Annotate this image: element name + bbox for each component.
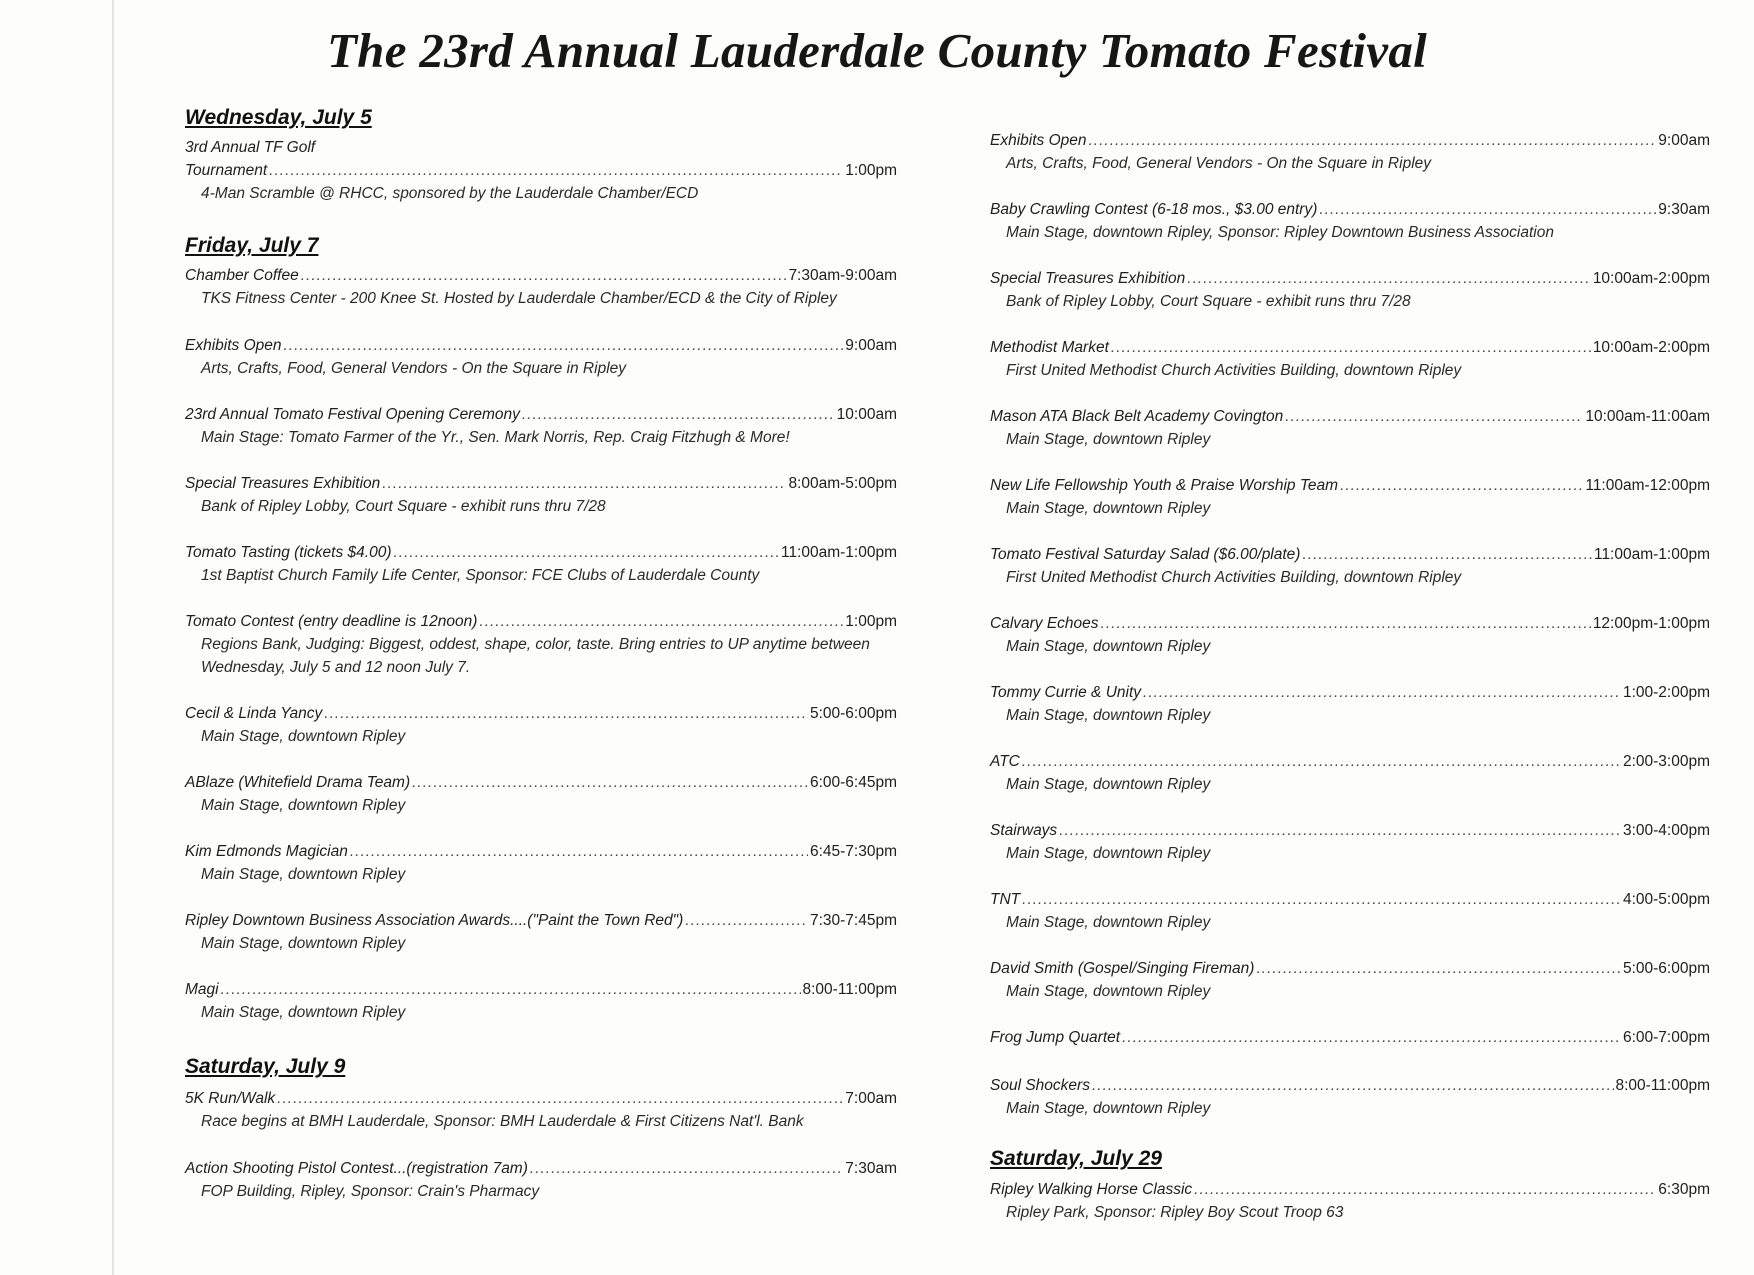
leader-dots — [1122, 1026, 1621, 1049]
event-name: Ripley Walking Horse Classic — [990, 1181, 1193, 1198]
leader-dots — [1340, 474, 1583, 497]
event-name: Exhibits Open — [185, 337, 282, 354]
event-time: 6:00-6:45pm — [809, 774, 897, 791]
event-detail: FOP Building, Ripley, Sponsor: Crain's Pharmacy — [201, 1183, 540, 1200]
leader-dots — [1022, 750, 1621, 773]
event-methodist-market — [990, 336, 1710, 382]
event-name: Ripley Downtown Business Association Awards....("Paint the Town Red") — [185, 912, 684, 929]
event-name: Baby Crawling Contest (6-18 mos., $3.00 entry) — [990, 201, 1318, 218]
event-time: 6:45-7:30pm — [809, 843, 897, 860]
event-detail: Main Stage, downtown Ripley — [1006, 707, 1211, 724]
event-cecil-linda-yancy — [185, 702, 897, 748]
event-time: 11:00am-1:00pm — [1593, 546, 1710, 563]
event-golf-tournament — [185, 136, 897, 205]
event-soul-shockers — [990, 1074, 1710, 1120]
event-name: Chamber Coffee — [185, 267, 299, 284]
event-time: 8:00-11:00pm — [802, 981, 897, 998]
leader-dots — [1302, 543, 1592, 566]
event-special-treasures — [185, 472, 897, 518]
event-time: 10:00am-2:00pm — [1592, 270, 1710, 287]
event-detail: Main Stage, downtown Ripley — [1006, 983, 1211, 1000]
leader-dots — [277, 1087, 843, 1110]
event-name: 5K Run/Walk — [185, 1090, 276, 1107]
event-detail: First United Methodist Church Activities Building, downtown Ripley — [1006, 362, 1462, 379]
event-time: 10:00am-11:00am — [1585, 408, 1710, 425]
event-detail: Bank of Ripley Lobby, Court Square - exhibit runs thru 7/28 — [1006, 293, 1411, 310]
event-time: 6:30pm — [1658, 1181, 1710, 1198]
event-detail: Main Stage, downtown Ripley — [1006, 638, 1211, 655]
event-detail: Main Stage, downtown Ripley — [201, 866, 406, 883]
leader-dots — [522, 403, 835, 426]
leader-dots — [1187, 267, 1591, 290]
event-detail: 4-Man Scramble @ RHCC, sponsored by the Lauderdale Chamber/ECD — [201, 185, 699, 202]
event-name: Tournament — [185, 162, 268, 179]
leader-dots — [269, 159, 843, 182]
event-detail: Main Stage, downtown Ripley — [201, 797, 406, 814]
event-special-treasures-sat — [990, 267, 1710, 313]
event-detail: Main Stage, downtown Ripley — [1006, 914, 1211, 931]
event-time: 9:30am — [1658, 201, 1710, 218]
page-edge — [112, 0, 114, 1275]
event-name: David Smith (Gospel/Singing Fireman) — [990, 960, 1255, 977]
event-tnt — [990, 888, 1710, 934]
event-time: 1:00pm — [845, 162, 897, 179]
leader-dots — [479, 610, 843, 633]
leader-dots — [350, 840, 808, 863]
event-atc — [990, 750, 1710, 796]
event-detail: Regions Bank, Judging: Biggest, oddest, shape, color, taste. Bring entries to UP anytime between — [201, 636, 870, 653]
event-baby-crawling — [990, 198, 1710, 244]
event-pre: 3rd Annual TF Golf — [185, 139, 316, 156]
event-detail: Main Stage, downtown Ripley — [1006, 776, 1211, 793]
event-new-life-fellowship — [990, 474, 1710, 520]
event-walking-horse-classic — [990, 1178, 1710, 1224]
event-name: ABlaze (Whitefield Drama Team) — [185, 774, 411, 791]
event-action-shooting — [185, 1157, 897, 1203]
event-name: Tomato Festival Saturday Salad ($6.00/plate) — [990, 546, 1301, 563]
event-time: 8:00am-5:00pm — [788, 475, 897, 492]
event-detail: First United Methodist Church Activities Building, downtown Ripley — [1006, 569, 1462, 586]
leader-dots — [382, 472, 786, 495]
event-detail: Main Stage, downtown Ripley — [201, 935, 406, 952]
event-name: Special Treasures Exhibition — [990, 270, 1186, 287]
event-time: 8:00-11:00pm — [1615, 1077, 1710, 1094]
leader-dots — [1111, 336, 1591, 359]
event-tommy-currie — [990, 681, 1710, 727]
event-5k-run-walk — [185, 1087, 897, 1133]
event-kim-edmonds — [185, 840, 897, 886]
event-detail: Race begins at BMH Lauderdale, Sponsor: BMH Lauderdale & First Citizens Nat'l. Bank — [201, 1113, 804, 1130]
event-name: Frog Jump Quartet — [990, 1029, 1121, 1046]
event-detail: 1st Baptist Church Family Life Center, Sponsor: FCE Clubs of Lauderdale County — [201, 567, 760, 584]
event-name: Special Treasures Exhibition — [185, 475, 381, 492]
event-rdba-awards — [185, 909, 897, 955]
event-time: 6:00-7:00pm — [1622, 1029, 1710, 1046]
leader-dots — [530, 1157, 843, 1180]
event-magi — [185, 978, 897, 1024]
event-name: ATC — [990, 753, 1020, 770]
event-name: Action Shooting Pistol Contest...(registration 7am) — [185, 1160, 528, 1177]
leader-dots — [412, 771, 808, 794]
event-detail: Main Stage, downtown Ripley, Sponsor: Ripley Downtown Business Association — [1006, 224, 1554, 241]
event-detail: Main Stage, downtown Ripley — [1006, 845, 1211, 862]
event-name: TNT — [990, 891, 1021, 908]
event-name: 23rd Annual Tomato Festival Opening Ceremony — [185, 406, 520, 423]
leader-dots — [324, 702, 808, 725]
day-heading-saturday-july-9: Saturday, July 9 — [185, 1055, 346, 1078]
event-time: 11:00am-1:00pm — [780, 544, 897, 561]
leader-dots — [1059, 819, 1621, 842]
leader-dots — [1256, 957, 1621, 980]
event-detail: Main Stage, downtown Ripley — [201, 728, 406, 745]
event-exhibits-open-sat — [990, 129, 1710, 175]
event-name: Methodist Market — [990, 339, 1109, 356]
event-name: Magi — [185, 981, 219, 998]
leader-dots — [221, 978, 801, 1001]
leader-dots — [284, 334, 844, 357]
event-name: Calvary Echoes — [990, 615, 1099, 632]
leader-dots — [685, 909, 808, 932]
event-name: Soul Shockers — [990, 1077, 1090, 1094]
event-detail: Main Stage, downtown Ripley — [1006, 431, 1211, 448]
event-detail-2: Wednesday, July 5 and 12 noon July 7. — [201, 659, 471, 676]
event-name: Kim Edmonds Magician — [185, 843, 348, 860]
leader-dots — [1194, 1178, 1656, 1201]
event-name: Tommy Currie & Unity — [990, 684, 1142, 701]
leader-dots — [1285, 405, 1583, 428]
event-time: 1:00-2:00pm — [1622, 684, 1710, 701]
event-time: 11:00am-12:00pm — [1585, 477, 1710, 494]
event-time: 7:30-7:45pm — [809, 912, 897, 929]
event-time: 12:00pm-1:00pm — [1592, 615, 1710, 632]
event-david-smith — [990, 957, 1710, 1003]
event-tomato-tasting — [185, 541, 897, 587]
event-name: Cecil & Linda Yancy — [185, 705, 323, 722]
event-time: 7:00am — [845, 1090, 897, 1107]
event-mason-ata — [990, 405, 1710, 451]
leader-dots — [394, 541, 779, 564]
event-time: 10:00am — [836, 406, 897, 423]
event-stairways — [990, 819, 1710, 865]
event-time: 3:00-4:00pm — [1622, 822, 1710, 839]
event-exhibits-open — [185, 334, 897, 380]
event-time: 4:00-5:00pm — [1622, 891, 1710, 908]
event-time: 9:00am — [845, 337, 897, 354]
day-heading-saturday-july-29: Saturday, July 29 — [990, 1147, 1162, 1170]
event-time: 7:30am — [845, 1160, 897, 1177]
event-name: Stairways — [990, 822, 1058, 839]
event-detail: Arts, Crafts, Food, General Vendors - On the Square in Ripley — [1006, 155, 1432, 172]
event-name: New Life Fellowship Youth & Praise Worship Team — [990, 477, 1339, 494]
event-saturday-salad — [990, 543, 1710, 589]
event-name: Tomato Tasting (tickets $4.00) — [185, 544, 392, 561]
leader-dots — [1143, 681, 1621, 704]
leader-dots — [1319, 198, 1656, 221]
event-detail: TKS Fitness Center - 200 Knee St. Hosted by Lauderdale Chamber/ECD & the City of Ripley — [201, 290, 837, 307]
event-chamber-coffee — [185, 264, 897, 310]
event-name: Tomato Contest (entry deadline is 12noon) — [185, 613, 478, 630]
event-opening-ceremony — [185, 403, 897, 449]
event-time: 5:00-6:00pm — [1622, 960, 1710, 977]
event-detail: Bank of Ripley Lobby, Court Square - exhibit runs thru 7/28 — [201, 498, 606, 515]
event-frog-jump-quartet — [990, 1026, 1710, 1049]
event-detail: Main Stage, downtown Ripley — [1006, 1100, 1211, 1117]
day-heading-wednesday-july-5: Wednesday, July 5 — [185, 106, 372, 129]
event-ablaze — [185, 771, 897, 817]
leader-dots — [301, 264, 787, 287]
event-name: Exhibits Open — [990, 132, 1087, 149]
event-detail: Ripley Park, Sponsor: Ripley Boy Scout Troop 63 — [1006, 1204, 1344, 1221]
event-detail: Main Stage, downtown Ripley — [201, 1004, 406, 1021]
event-time: 2:00-3:00pm — [1622, 753, 1710, 770]
event-time: 7:30am-9:00am — [788, 267, 897, 284]
event-tomato-contest — [185, 610, 897, 679]
event-time: 1:00pm — [845, 613, 897, 630]
event-time: 9:00am — [1658, 132, 1710, 149]
event-detail: Main Stage: Tomato Farmer of the Yr., Sen. Mark Norris, Rep. Craig Fitzhugh & More! — [201, 429, 790, 446]
event-calvary-echoes — [990, 612, 1710, 658]
page-title: The 23rd Annual Lauderdale County Tomato Festival — [326, 23, 1428, 78]
leader-dots — [1089, 129, 1657, 152]
day-heading-friday-july-7: Friday, July 7 — [185, 234, 319, 257]
event-detail: Arts, Crafts, Food, General Vendors - On the Square in Ripley — [201, 360, 627, 377]
event-detail: Main Stage, downtown Ripley — [1006, 500, 1211, 517]
leader-dots — [1092, 1074, 1614, 1097]
leader-dots — [1022, 888, 1621, 911]
event-name: Mason ATA Black Belt Academy Covington — [990, 408, 1284, 425]
leader-dots — [1101, 612, 1591, 635]
event-time: 10:00am-2:00pm — [1592, 339, 1710, 356]
event-time: 5:00-6:00pm — [809, 705, 897, 722]
